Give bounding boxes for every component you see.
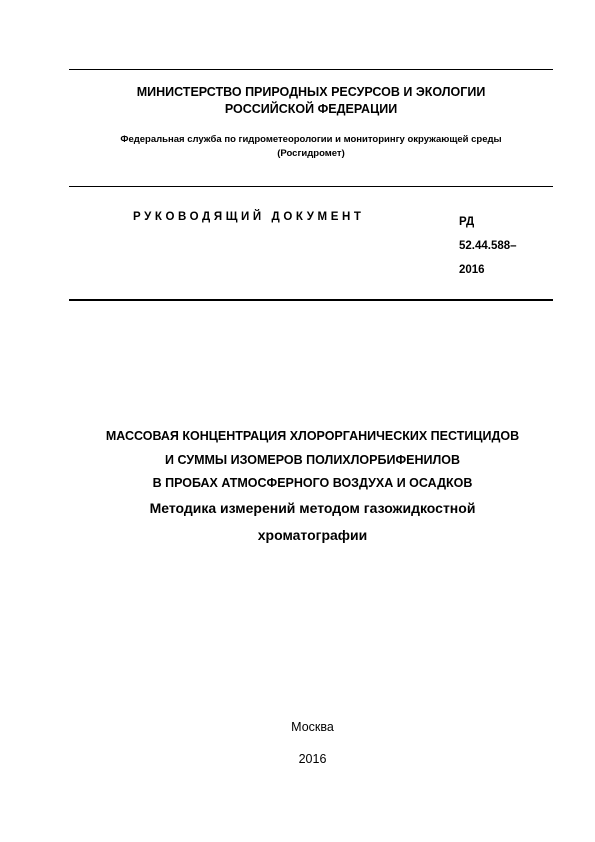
- subtitle-line-2: хроматографии: [257, 527, 368, 543]
- publication-city: Москва: [291, 720, 334, 734]
- bottom-rule: [69, 299, 553, 301]
- document-code-line-1: РД: [459, 216, 475, 228]
- service-line-1: Федеральная служба по гидрометеорологии и мониторингу окружающей среды: [120, 134, 502, 145]
- document-subtitle: [30, 495, 595, 549]
- publication-year: 2016: [298, 752, 327, 766]
- service-heading: [69, 133, 553, 161]
- top-rule: [69, 69, 553, 70]
- document-code: [459, 210, 517, 282]
- document-code-line-3: 2016: [459, 264, 485, 276]
- title-line-2: И СУММЫ ИЗОМЕРОВ ПОЛИХЛОРБИФЕНИЛОВ: [165, 452, 460, 467]
- document-title: [30, 425, 595, 496]
- service-line-2: (Росгидромет): [277, 148, 345, 159]
- ministry-line-1: МИНИСТЕРСТВО ПРИРОДНЫХ РЕСУРСОВ И ЭКОЛОГИИ: [136, 85, 486, 99]
- title-line-1: МАССОВАЯ КОНЦЕНТРАЦИЯ ХЛОРОРГАНИЧЕСКИХ ПЕСТИЦИДОВ: [105, 429, 520, 443]
- document-code-line-2: 52.44.588–: [459, 240, 517, 252]
- title-line-3: В ПРОБАХ АТМОСФЕРНОГО ВОЗДУХА И ОСАДКОВ: [152, 476, 473, 490]
- subtitle-line-1: Методика измерений методом газожидкостной: [149, 500, 476, 516]
- ministry-heading: [69, 84, 553, 118]
- ministry-line-2: РОССИЙСКОЙ ФЕДЕРАЦИИ: [224, 102, 398, 116]
- document-type: РУКОВОДЯЩИЙ ДОКУМЕНТ: [133, 211, 365, 223]
- middle-rule: [69, 186, 553, 187]
